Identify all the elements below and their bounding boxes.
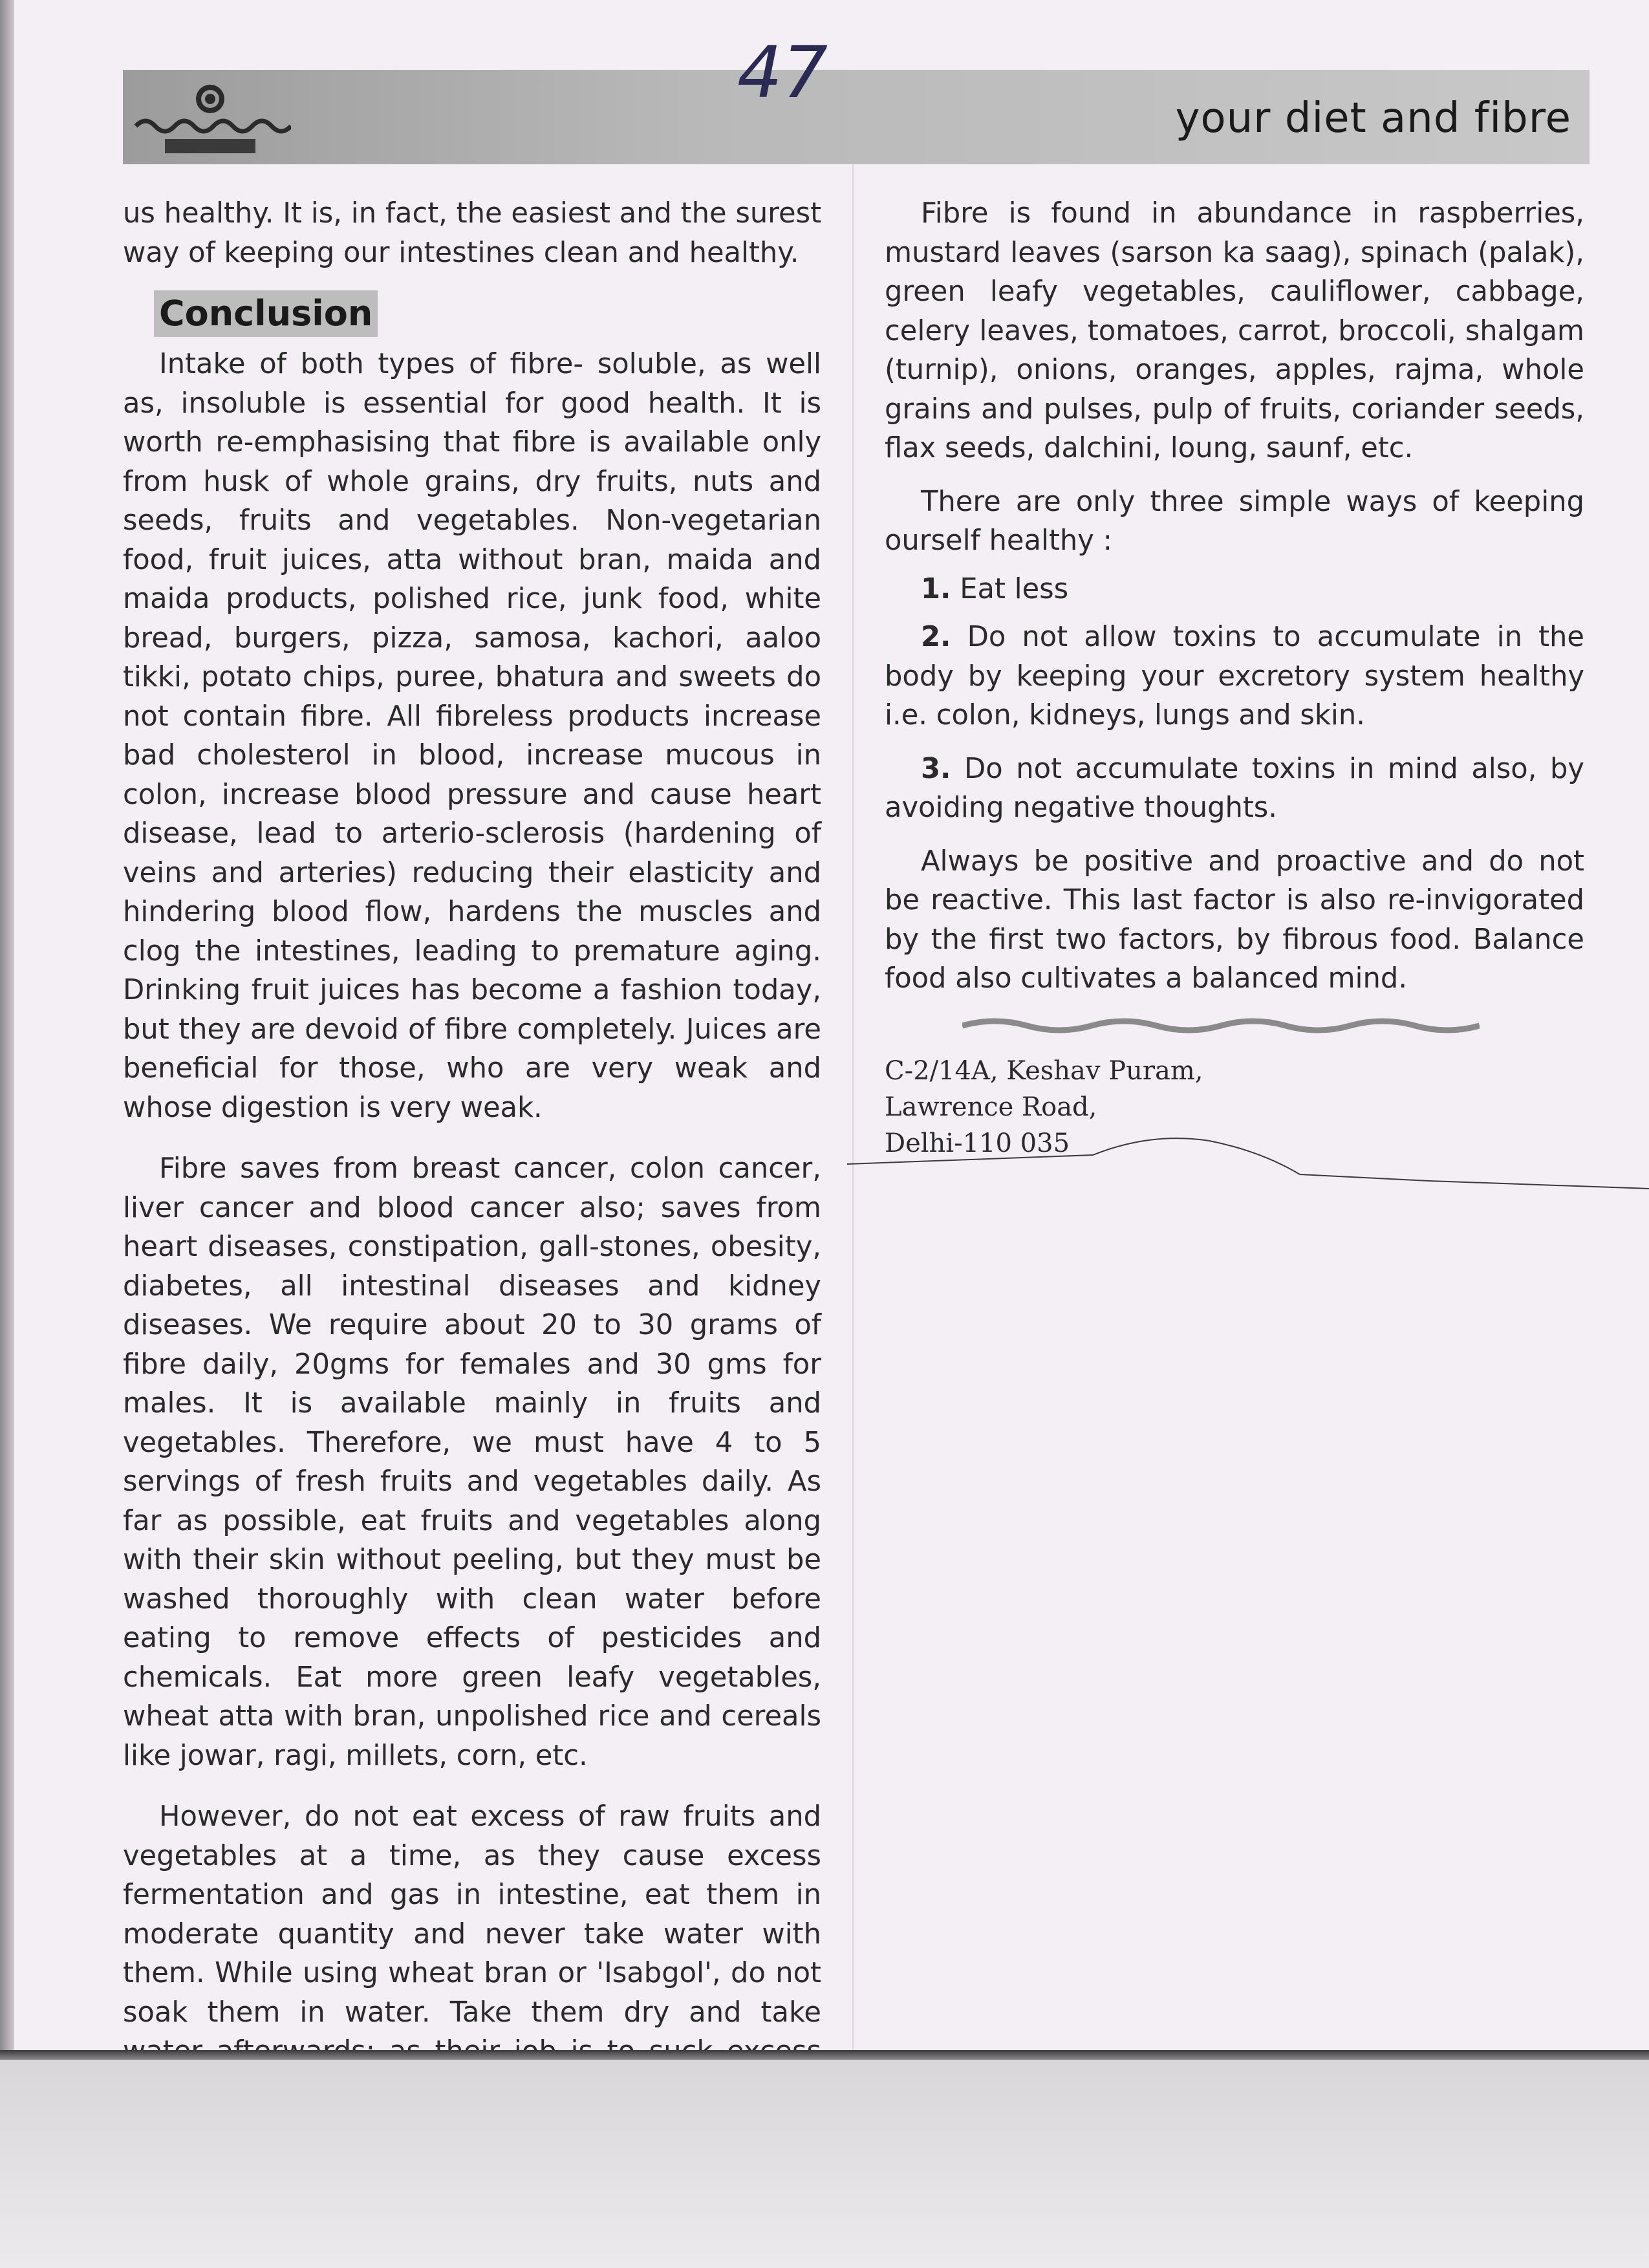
list-number: 1. — [921, 572, 951, 605]
list-number: 3. — [921, 752, 951, 785]
paragraph: However, do not eat excess of raw fruits and vegetables at a time, as they cause excess fermentation and gas in intestine, eat them in moderate quantity and never take water with them. While using wheat bran or 'Isabgol', do not soak them in water. Take them dry and take — [123, 1800, 821, 2029]
address-line: C-2/14A, Keshav Puram, — [885, 1055, 1203, 1086]
list-item — [885, 570, 1584, 609]
paragraph: There are only three simple ways of keeping ourself healthy : — [885, 485, 1584, 557]
paragraph: Fibre saves from breast cancer, colon cancer, liver cancer and blood cancer also; saves from heart diseases, constipation, gall-stones, obesity, diabetes, all intestinal diseases and kidney diseases. We require about 20 to 30 grams of fibre daily, 20gms for females and 30 gms for males. It is available mainly in fruits and vegetables. Therefore, we must have 4 to 5 servings of fresh fruits and vegetables daily. As far as possible, eat fruits and vegetables along with their skin without peeling, but they must be washed thoroughly with clean water before eating to remove effects of pesticides and chemicals. Eat more green leafy vegetables, wheat atta with bran, unpolished rice and cereals like jowar, ragi, millets, corn, etc. — [123, 1152, 821, 1772]
intro-text: us healthy. It is, in fact, the easiest and the surest way of keeping our intestines clean and healthy. — [123, 197, 821, 269]
list-item — [885, 750, 1584, 828]
paragraph: Always be positive and proactive and do not be reactive. This last factor is also re-invigorated by the first two factors, by fibrous food. Balance food also cultivates a balanced mind. — [885, 845, 1584, 995]
paragraph: Intake of both types of fibre- soluble, as well as, insoluble is essential for good health. It is worth re-emphasising that fibre is available only from husk of whole grains, dry fruits, nuts and seeds, fruits and vegetables. Non-vegetarian food, fruit juices, atta without bran, maida and maida products, polished rice, junk food, white bread, burgers, pizza, samosa, kachori, aaloo tikki, potato chips, puree, bhatura and sweets do not contain fibre. All fibreless products increase bad cholesterol in blood, increase mucous in colon, increase blood pressure and cause heart disease, lead to arterio-sclerosis (hardening of veins and arteries) reducing their elasticity and hindering blood flow, hardens the muscles and clog the intestines, leading to premature aging. Drinking fruit juices has become a fashion today, but they are devoid of fibre completely. Juices are beneficial for those, who are very weak and whose digestion is very weak. — [123, 348, 821, 1124]
svg-text:47: 47 — [737, 31, 828, 114]
conclusion-heading: Conclusion — [154, 290, 378, 337]
paragraph: Fibre is found in abundance in raspberries, mustard leaves (sarson ka saag), spinach (palak), green leafy vegetables, cauliflower, cabbage, celery leaves, tomatoes, carrot, broccoli, shalgam (turnip), onions, oranges, apples, rajma, whole grains and pulses, pulp of fruits, coriander seeds, flax seeds, dalchini, loung, saunf, etc. — [885, 197, 1584, 464]
right-column — [885, 194, 1584, 1161]
scan-shadow-left — [0, 0, 14, 2268]
scan-background-bottom — [0, 2060, 1649, 2268]
paper-tear-edge — [847, 1112, 1649, 1216]
list-number: 2. — [921, 621, 951, 653]
address-line: Lawrence Road, — [885, 1092, 1097, 1122]
sun-waves-logo-icon — [129, 74, 291, 162]
list-text: Do not accumulate toxins in mind also, by avoiding negative thoughts. — [885, 752, 1584, 824]
wave-divider-icon — [962, 1011, 1480, 1037]
list-item — [885, 618, 1584, 735]
page-fold — [852, 78, 854, 2050]
list-text: Do not allow toxins to accumulate in the body by keeping your excretory system healthy i.e. colon, kidneys, lungs and skin. — [885, 621, 1584, 731]
header-title: your diet and fibre — [1175, 94, 1571, 142]
list-text: Eat less — [960, 572, 1069, 605]
handwritten-page-number — [737, 26, 828, 129]
left-column — [123, 194, 821, 2119]
address-line: Delhi-110 035 — [885, 1128, 1070, 1158]
